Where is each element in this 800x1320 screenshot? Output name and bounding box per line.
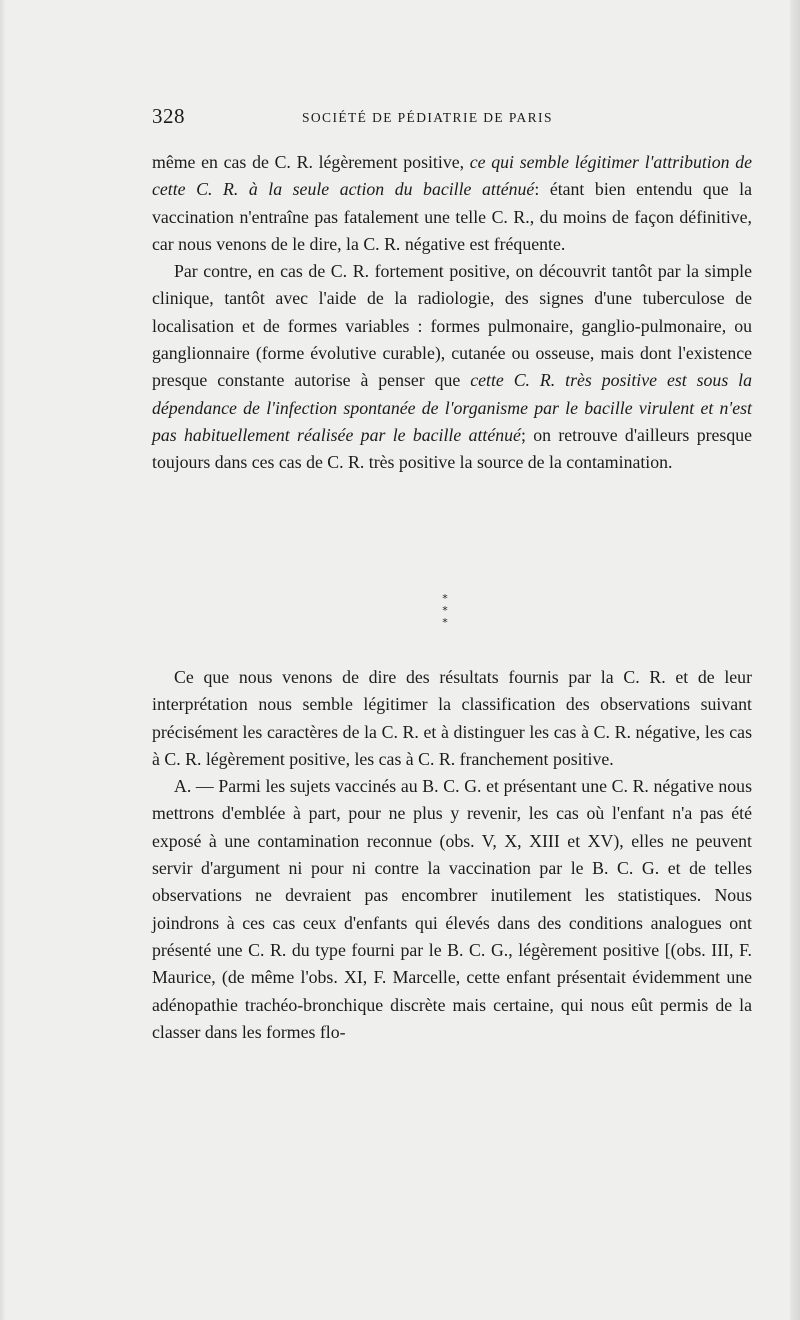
running-head: SOCIÉTÉ DE PÉDIATRIE DE PARIS [302,110,553,125]
section-separator-asterisks [425,592,465,629]
asterism-top: * [442,592,448,605]
page-header [152,104,752,132]
text-run: : étant bien entendu que la vaccination n'entraîne pas fatalement une telle C. R., du moins de façon définitive, car nous venons de le dire, la C. R. négative est fréquente. [152,179,752,254]
italic-run: cette C. R. très positive est sous la dépendance de l'infection spontanée de l'organisme par le bacille virulent et n'est pas habituellement réalisée par le bacille atténué [152,370,752,445]
text-run: ; on retrouve d'ailleurs presque toujours dans ces cas de C. R. très positive la source de la contamination. [152,424,752,473]
paragraph [152,149,752,258]
asterism-bottom: * * [442,604,456,629]
page-right-edge [790,0,800,1320]
italic-run: ce qui semble légitimer l'attribution de cette C. R. à la seule action du bacille atténué [152,152,753,200]
text-run: même en cas de C. R. légèrement positive, [152,152,470,172]
paragraph [152,258,752,476]
text-run: Par contre, en cas de C. R. fortement positive, on découvrit tantôt par la simple clinique, tantôt avec l'aide de la radiologie, des signes d'une tuberculose de localisation et de formes variables : formes pulmonaire, ganglio-pulmonaire, ou ganglionnaire (forme évolutive curable), cutanée ou osseuse, mais dont l'existence presque constante autorise à penser que [152,261,752,391]
paragraph: A. — Parmi les sujets vaccinés au B. C. G. et présentant une C. R. négative nous mettrons d'emblée à part, pour ne plus y revenir, les cas où l'enfant n'a pas été exposé à une contamination reconnue (obs. V, X, XIII et XV), elles ne peuvent servir d'argument ni pour ni contre la vaccination par le B. C. G. et de telles observations ne devraient pas encombrer inutilement les statistiques. Nous joindrons à ces cas ceux d'enfants qui élevés dans des conditions analogues ont présenté une C. R. du type fourni par le B. C. G., légèrement positive [(obs. III, F. Maurice, (de même l'obs. XI, F. Marcelle, cette enfant présentait évidemment une adénopathie trachéo-bronchique discrète mais certaine, qui nous eût permis de la classer dans les formes flo- [152,776,752,1042]
text-block-top [152,149,752,477]
paragraph: Ce que nous venons de dire des résultats fournis par la C. R. et de leur interprétation nous semble légitimer la classification des observations suivant précisément les caractères de la C. R. et à distinguer les cas à C. R. négative, les cas à C. R. légèrement positive, les cas à C. R. franchement positive. [152,667,752,769]
text-block-bottom [152,664,752,1046]
page-left-edge [0,0,6,1320]
page-number: 328 [152,104,185,128]
